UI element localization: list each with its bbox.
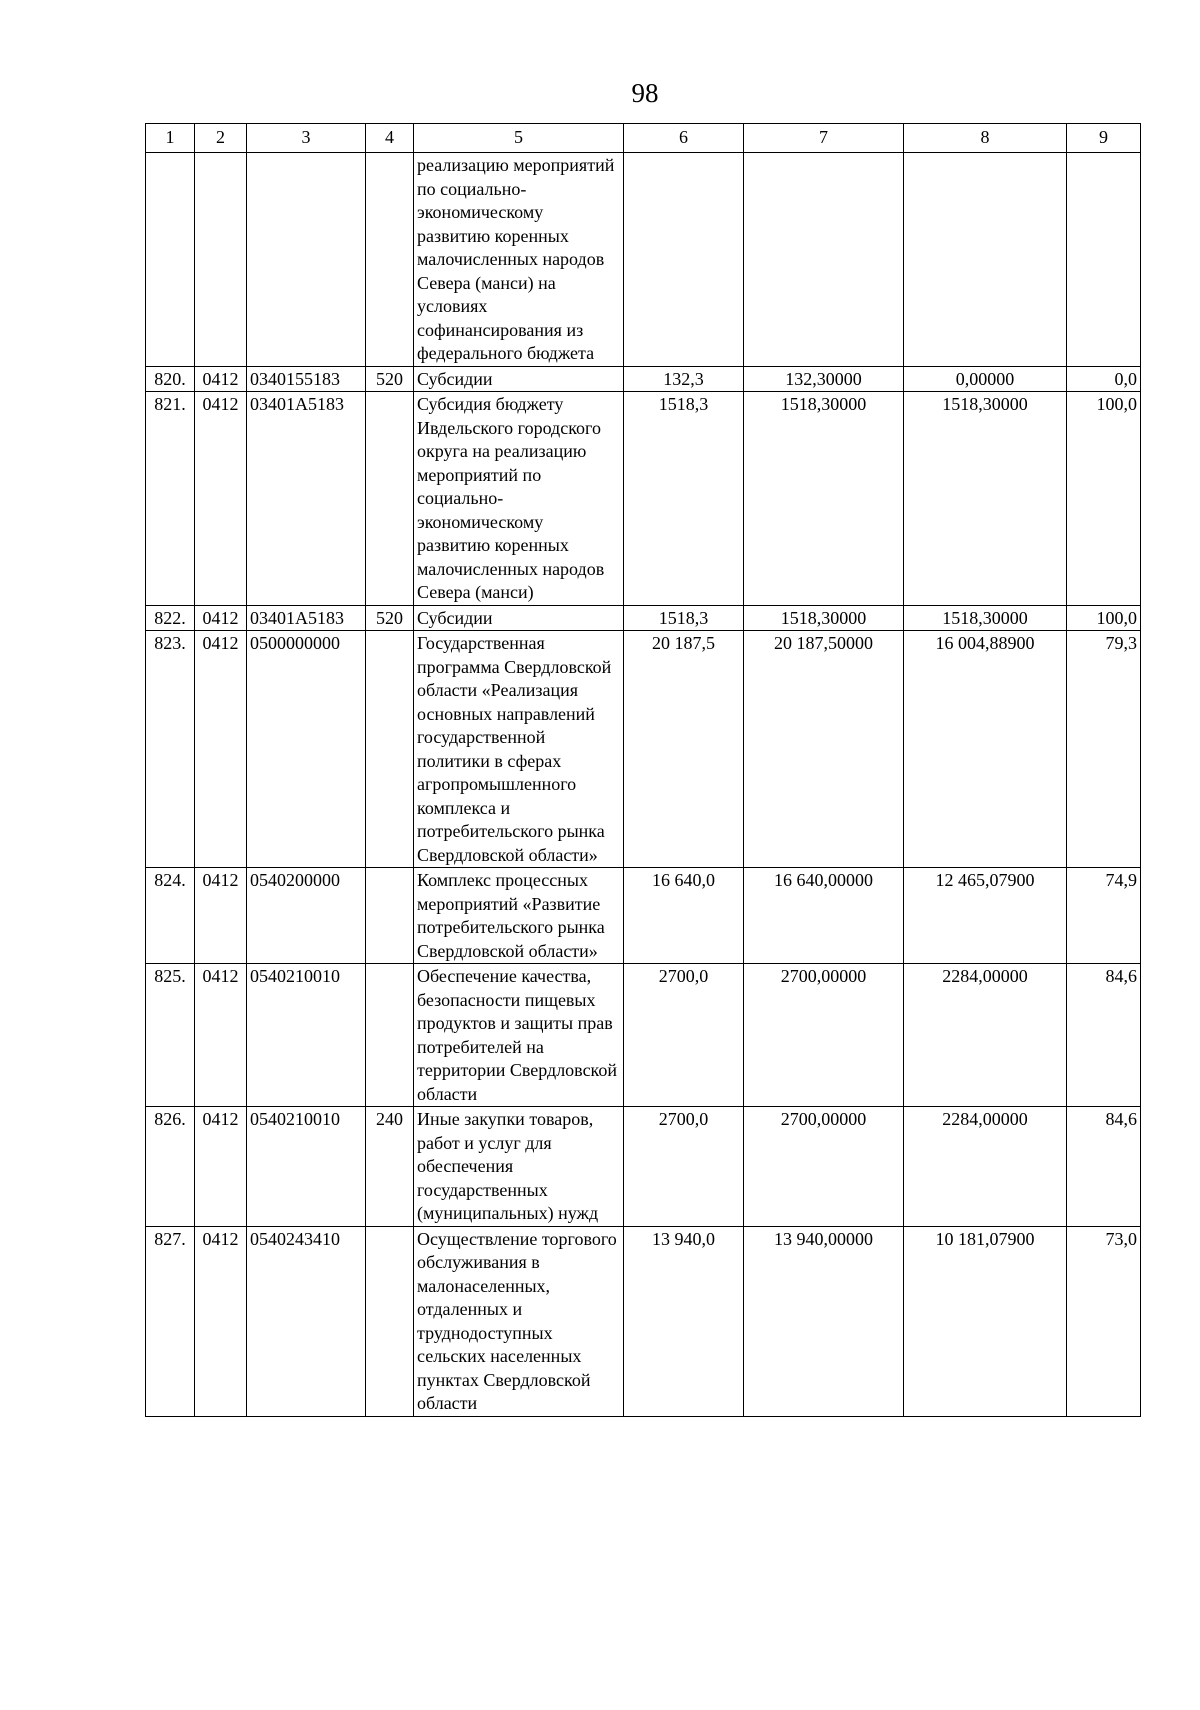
value-col-7: [744, 153, 904, 367]
expense-type-code: [366, 153, 414, 367]
value-col-6: 1518,3: [624, 605, 744, 631]
value-col-9: 84,6: [1067, 964, 1141, 1107]
column-header: 5: [414, 124, 624, 153]
item-name: Государственная программа Свердловской области «Реализация основных направлений государственной политики в сферах агропромышленного комплекса и потребительского рынка Свердловской области»: [414, 631, 624, 868]
section-code: 0412: [195, 392, 247, 606]
expense-type-code: [366, 964, 414, 1107]
table-row: [146, 868, 1141, 964]
expense-type-code: [366, 631, 414, 868]
value-col-9: 0,0: [1067, 366, 1141, 392]
item-name: Субсидии: [414, 605, 624, 631]
value-col-7: 132,30000: [744, 366, 904, 392]
value-col-8: 16 004,88900: [904, 631, 1067, 868]
value-col-8: 0,00000: [904, 366, 1067, 392]
expense-type-code: 520: [366, 605, 414, 631]
row-number: [146, 153, 195, 367]
item-name: Иные закупки товаров, работ и услуг для обеспечения государственных (муниципальных) нужд: [414, 1107, 624, 1227]
value-col-9: 100,0: [1067, 392, 1141, 606]
table-row: [146, 631, 1141, 868]
table-row: [146, 605, 1141, 631]
section-code: 0412: [195, 868, 247, 964]
column-header: 6: [624, 124, 744, 153]
row-number: 822.: [146, 605, 195, 631]
row-number: 823.: [146, 631, 195, 868]
budget-table: [145, 123, 1141, 1417]
item-name: реализацию мероприятий по социально-экономическому развитию коренных малочисленных народов Севера (манси) на условиях софинансирования из федерального бюджета: [414, 153, 624, 367]
value-col-7: 1518,30000: [744, 605, 904, 631]
value-col-6: 2700,0: [624, 1107, 744, 1227]
row-number: 824.: [146, 868, 195, 964]
section-code: 0412: [195, 366, 247, 392]
column-header: 1: [146, 124, 195, 153]
table-row: [146, 1226, 1141, 1416]
target-code: 0540210010: [247, 1107, 366, 1227]
table-row: [146, 964, 1141, 1107]
value-col-7: 16 640,00000: [744, 868, 904, 964]
value-col-6: 13 940,0: [624, 1226, 744, 1416]
value-col-9: [1067, 153, 1141, 367]
value-col-7: 2700,00000: [744, 964, 904, 1107]
section-code: [195, 153, 247, 367]
table-row: [146, 392, 1141, 606]
target-code: 0540243410: [247, 1226, 366, 1416]
row-number: 826.: [146, 1107, 195, 1227]
section-code: 0412: [195, 631, 247, 868]
expense-type-code: [366, 868, 414, 964]
value-col-6: 20 187,5: [624, 631, 744, 868]
target-code: 0340155183: [247, 366, 366, 392]
column-header: 3: [247, 124, 366, 153]
value-col-6: 2700,0: [624, 964, 744, 1107]
section-code: 0412: [195, 605, 247, 631]
target-code: 0540210010: [247, 964, 366, 1107]
value-col-7: 2700,00000: [744, 1107, 904, 1227]
column-header: 2: [195, 124, 247, 153]
value-col-8: 1518,30000: [904, 392, 1067, 606]
value-col-7: 1518,30000: [744, 392, 904, 606]
value-col-6: [624, 153, 744, 367]
row-number: 820.: [146, 366, 195, 392]
value-col-8: 1518,30000: [904, 605, 1067, 631]
target-code: 03401A5183: [247, 605, 366, 631]
expense-type-code: [366, 1226, 414, 1416]
value-col-8: 10 181,07900: [904, 1226, 1067, 1416]
value-col-9: 79,3: [1067, 631, 1141, 868]
item-name: Субсидия бюджету Ивдельского городского округа на реализацию мероприятий по социально-экономическому развитию коренных малочисленных народов Севера (манси): [414, 392, 624, 606]
value-col-6: 16 640,0: [624, 868, 744, 964]
value-col-7: 20 187,50000: [744, 631, 904, 868]
column-header: 9: [1067, 124, 1141, 153]
target-code: 0540200000: [247, 868, 366, 964]
value-col-9: 84,6: [1067, 1107, 1141, 1227]
table-row: [146, 366, 1141, 392]
section-code: 0412: [195, 1226, 247, 1416]
value-col-9: 74,9: [1067, 868, 1141, 964]
table-row: [146, 1107, 1141, 1227]
item-name: Осуществление торгового обслуживания в малонаселенных, отдаленных и труднодоступных сельских населенных пунктах Свердловской области: [414, 1226, 624, 1416]
item-name: Комплекс процессных мероприятий «Развитие потребительского рынка Свердловской области»: [414, 868, 624, 964]
value-col-9: 100,0: [1067, 605, 1141, 631]
target-code: 03401A5183: [247, 392, 366, 606]
value-col-6: 132,3: [624, 366, 744, 392]
expense-type-code: [366, 392, 414, 606]
value-col-7: 13 940,00000: [744, 1226, 904, 1416]
column-header: 4: [366, 124, 414, 153]
expense-type-code: 520: [366, 366, 414, 392]
value-col-6: 1518,3: [624, 392, 744, 606]
section-code: 0412: [195, 1107, 247, 1227]
target-code: 0500000000: [247, 631, 366, 868]
value-col-8: 12 465,07900: [904, 868, 1067, 964]
value-col-8: 2284,00000: [904, 964, 1067, 1107]
column-header: 7: [744, 124, 904, 153]
table-row: [146, 153, 1141, 367]
item-name: Обеспечение качества, безопасности пищевых продуктов и защиты прав потребителей на территории Свердловской области: [414, 964, 624, 1107]
expense-type-code: 240: [366, 1107, 414, 1227]
section-code: 0412: [195, 964, 247, 1107]
target-code: [247, 153, 366, 367]
page-number: 98: [631, 78, 659, 108]
column-header: 8: [904, 124, 1067, 153]
item-name: Субсидии: [414, 366, 624, 392]
row-number: 827.: [146, 1226, 195, 1416]
value-col-9: 73,0: [1067, 1226, 1141, 1416]
table-header-row: [146, 124, 1141, 153]
value-col-8: [904, 153, 1067, 367]
row-number: 821.: [146, 392, 195, 606]
row-number: 825.: [146, 964, 195, 1107]
value-col-8: 2284,00000: [904, 1107, 1067, 1227]
